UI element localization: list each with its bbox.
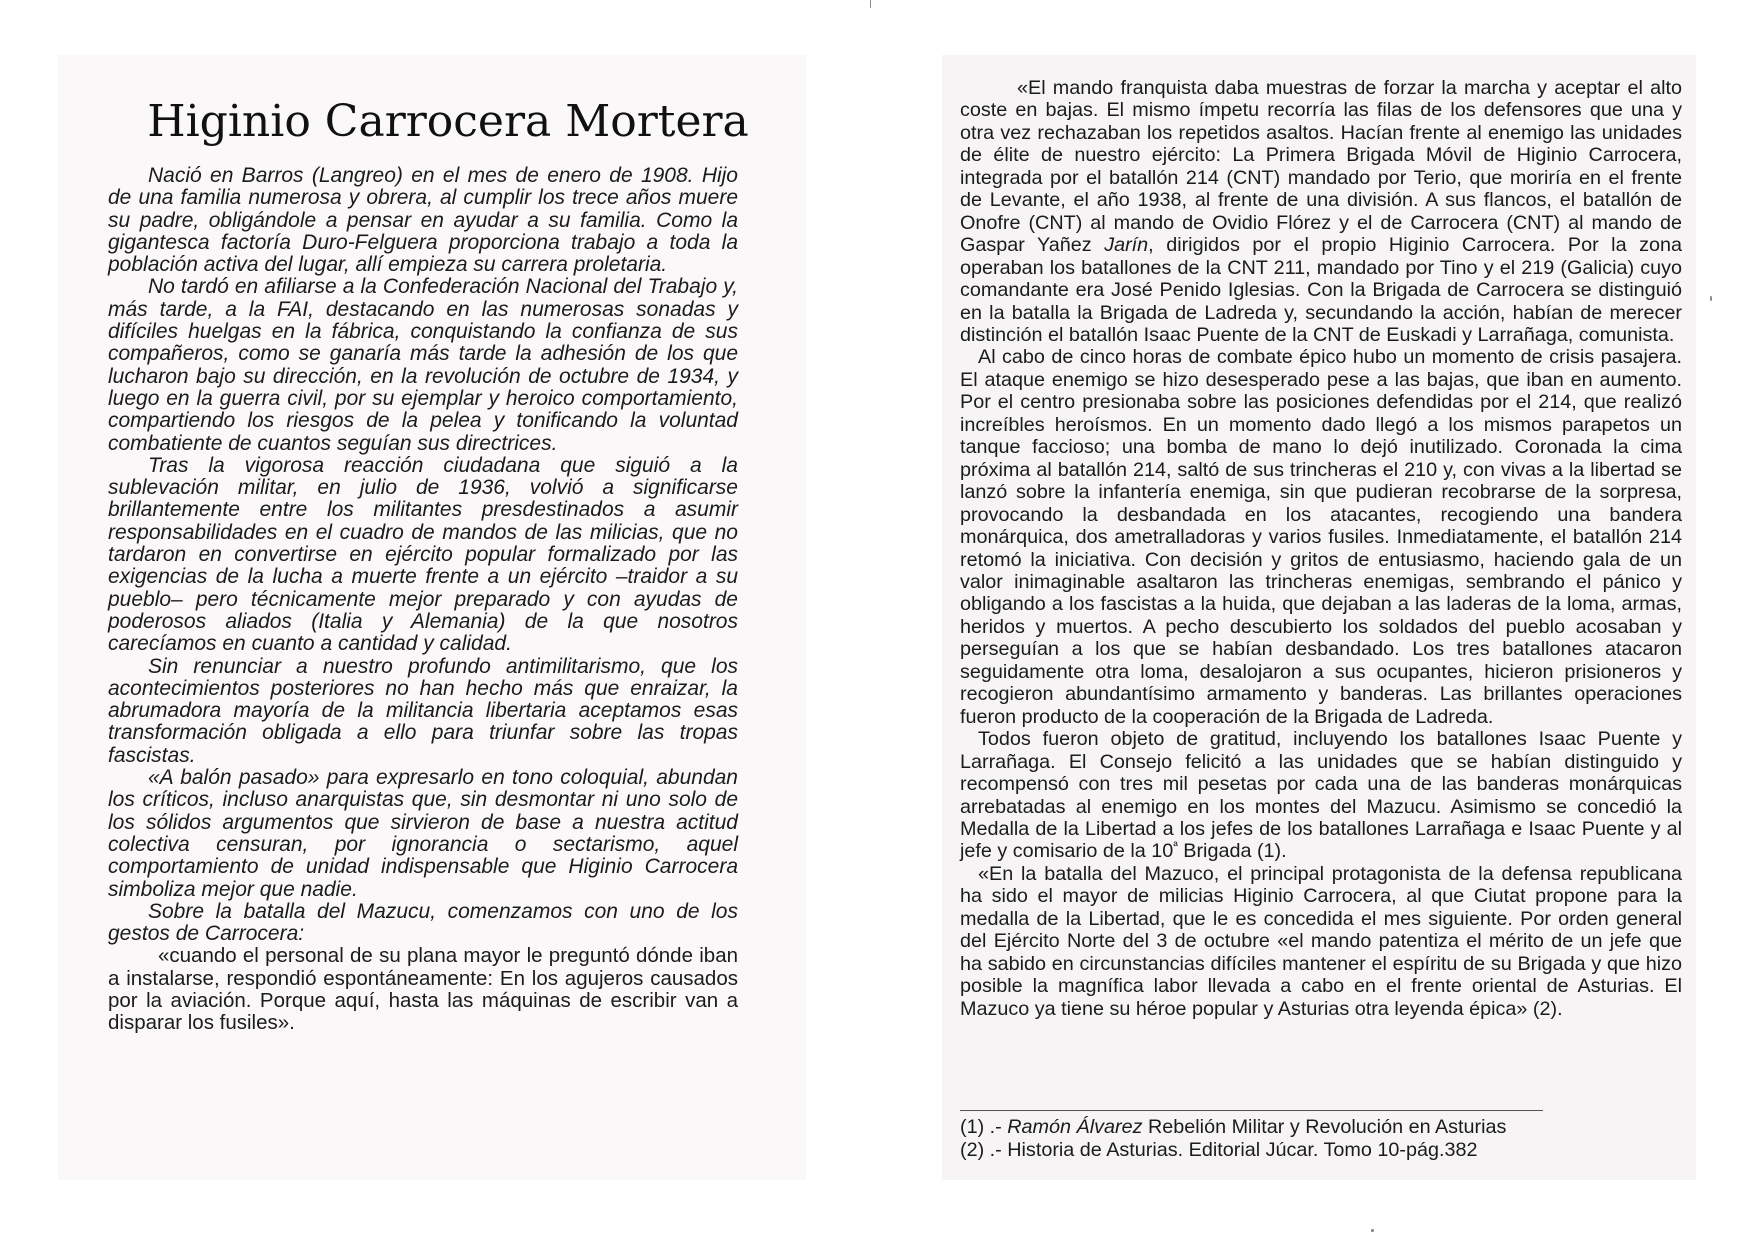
nickname: Jarín bbox=[1104, 234, 1149, 257]
paragraph: Tras la vigorosa reacción ciudadana que siguió a la sublevación militar, en julio de 1936, volvió a significarse brillantemente entre los militantes presdestinados a asumir responsabilidades en el cuadro de mandos de las milicias, que no tardaron en convertirse en ejército popular formalizado por las exigencias de la lucha a muerte frente a un ejército –traidor a su pueblo– pero técnicamente mejor preparado y con ayudas de poderosos aliados (Italia y Alemania) de la que nosotros carecíamos en cuanto a cantidad y calidad. bbox=[108, 453, 738, 656]
scan-speck bbox=[870, 0, 871, 8]
footnote-number: (1) .- bbox=[960, 1116, 1002, 1138]
paragraph: Al cabo de cinco horas de combate épico hubo un momento de crisis pasajera. El ataque enemigo se hizo desesperado pese a las bajas, que iban en aumento. Por el centro presionaba sobre las posiciones defendidas por el 214, que realizó increíbles heroísmos. En un momento dado llegó a los mismos parapetos un tanque faccioso; una bomba de mano lo dejó inutilizado. Coronada la cima próxima al batallón 214, saltó de sus trincheras el 210 y, con vivas a la libertad se lanzó sobre la infantería enemiga, sin que pudieran recobrarse de la sorpresa, provocando la desbandada en los atacantes, recogiendo una bandera monárquica, dos ametralladoras y varios fusiles. Inmediatamente, el batallón 214 retomó la iniciativa. Con decisión y gritos de entusiasmo, haciendo gala de un valor inimaginable asaltaron las trincheras enemigas, sembrando el pánico y obligando a los fascistas a la huida, que dejaban a las laderas de la loma, armas, heridos y muertos. A pecho descubierto los soldados del pueblo acosaban y perseguían a los que se habían desbandado. Los tres batallones atacaron seguidamente otra loma, desalojaron a sus ocupantes, hicieron prisioneros y recogieron abundantísimo armamento y banderas. Las brillantes operaciones fueron producto de la cooperación de la Brigada de Ladreda. bbox=[960, 346, 1682, 728]
paragraph-text: Todos fueron objeto de gratitud, incluyendo los batallones Isaac Puente y Larrañaga. El Consejo felicitó a las unidades que se habían distinguido y recompensó con tres mil pesetas por cada una de las banderas monárquicas arrebatadas al enemigo en los montes del Mazucu. Asimismo se concedió la Medalla de la Libertad a los jefes de los batallones Larrañaga e Isaac Puente y al jefe y comisario de la 10 bbox=[960, 728, 1682, 863]
ordinal-superscript: ª bbox=[1173, 839, 1178, 854]
scan-speck bbox=[1371, 1229, 1374, 1232]
paragraph: «En la batalla del Mazuco, el principal protagonista de la defensa republicana ha sido el mayor de milicias Higinio Carrocera, al que Ciutat propone para la medalla de la Libertad, que le es concedida el mes siguiente. Por orden general del Ejército Norte del 3 de octubre «el mando patentiza el mérito de un jefe que ha sabido en circunstancias difíciles mantener el espíritu de su Brigada y que hizo posible la magnífica labor llevada a cabo en el frente oriental de Asturias. El Mazuco ya tiene su héroe popular y Asturias otra leyenda épica» (2). bbox=[960, 862, 1682, 1020]
paragraph: Sobre la batalla del Mazucu, comenzamos con uno de los gestos de Carrocera: bbox=[108, 899, 738, 946]
paragraph-text: Brigada (1). bbox=[1177, 840, 1287, 863]
footnote-1 bbox=[960, 1116, 1682, 1139]
left-page bbox=[58, 55, 806, 1180]
left-body bbox=[108, 165, 738, 1035]
paragraph: Nació en Barros (Langreo) en el mes de enero de 1908. Hijo de una familia numerosa y obrera, al cumplir los trece años muere su padre, obligándole a pensar en ayudar a su familia. Como la gigantesca factoría Duro-Felguera proporciona trabajo a toda la población activa del lugar, allí empieza su carrera proletaria. bbox=[108, 164, 738, 277]
paragraph: No tardó en afiliarse a la Confederación Nacional del Trabajo y, más tarde, a la FAI, destacando en las numerosas sonadas y difíciles huelgas en la fábrica, conquistando la confianza de sus compañeros, como se ganaría más tarde la adhesión de los que lucharon bajo su dirección, en la revolución de octubre de 1934, y luego en la guerra civil, por su ejemplar y heroico comportamiento, compartiendo los riesgos de la pelea y tonificando la voluntad combatiente de cuantos seguían sus directrices. bbox=[108, 275, 738, 455]
right-body bbox=[960, 77, 1682, 1020]
paragraph: Sin renunciar a nuestro profundo antimilitarismo, que los acontecimientos posteriores no han hecho más que enraizar, la abrumadora mayoría de la militancia libertaria aceptamos esas transformación obligada a ello para triunfar sobre las tropas fascistas. bbox=[108, 654, 738, 767]
footnotes bbox=[960, 1116, 1682, 1162]
footnote-divider bbox=[960, 1110, 1543, 1111]
paragraph bbox=[960, 728, 1682, 863]
footnote-2: (2) .- Historia de Asturias. Editorial Júcar. Tomo 10-pág.382 bbox=[960, 1139, 1478, 1161]
right-page bbox=[942, 55, 1696, 1180]
paragraph bbox=[960, 77, 1682, 346]
block-quote: «cuando el personal de su plana mayor le preguntó dónde iban a instalarse, respondió espontáneamente: En los agujeros causados por la aviación. Porque aquí, hasta las máquinas de escribir van a disparar los fusiles». bbox=[108, 944, 738, 1035]
footnote-title: Rebelión Militar y Revolución en Asturias bbox=[1148, 1116, 1507, 1138]
paragraph: «A balón pasado» para expresarlo en tono coloquial, abundan los críticos, incluso anarquistas que, sin desmontar ni uno solo de los sólidos argumentos que sirvieron de base a nuestra actitud colectiva censuran, por ignorancia o sectarismo, aquel comportamiento de unidad indispensable que Higinio Carrocera simboliza mejor que nadie. bbox=[108, 766, 738, 901]
paragraph-text: , dirigidos por el propio Higinio Carrocera. Por la zona operaban los batallones de la CNT 211, mandado por Tino y el 219 (Galicia) cuyo comandante era José Penido Iglesias. Con la Brigada de Carrocera se distinguió en la batalla la Brigada de Ladreda y, secundando la acción, habían de merecer distinción el batallón Isaac Puente de la CNT de Euskadi y Larrañaga, comunista. bbox=[960, 234, 1682, 346]
footnote-author: Ramón Álvarez bbox=[1007, 1116, 1143, 1138]
scan-speck bbox=[1710, 296, 1712, 301]
article-title: Higinio Carrocera Mortera bbox=[147, 96, 749, 147]
paragraph-text: «El mando franquista daba muestras de forzar la marcha y aceptar el alto coste en bajas. El mismo ímpetu recorría las filas de los defensores que una y otra vez rechazaban los repetidos asaltos. Hacían frente al enemigo las unidades de élite de nuestro ejército: La Primera Brigada Móvil de Higinio Carrocera, integrada por el batallón 214 (CNT) mandado por Terio, que moriría en el frente de Levante, el año 1938, al frente de una división. A sus flancos, el batallón de Onofre (CNT) al mando de Ovidio Flórez y el de Carrocera (CNT) al mando de Gaspar Yañez bbox=[960, 77, 1682, 257]
